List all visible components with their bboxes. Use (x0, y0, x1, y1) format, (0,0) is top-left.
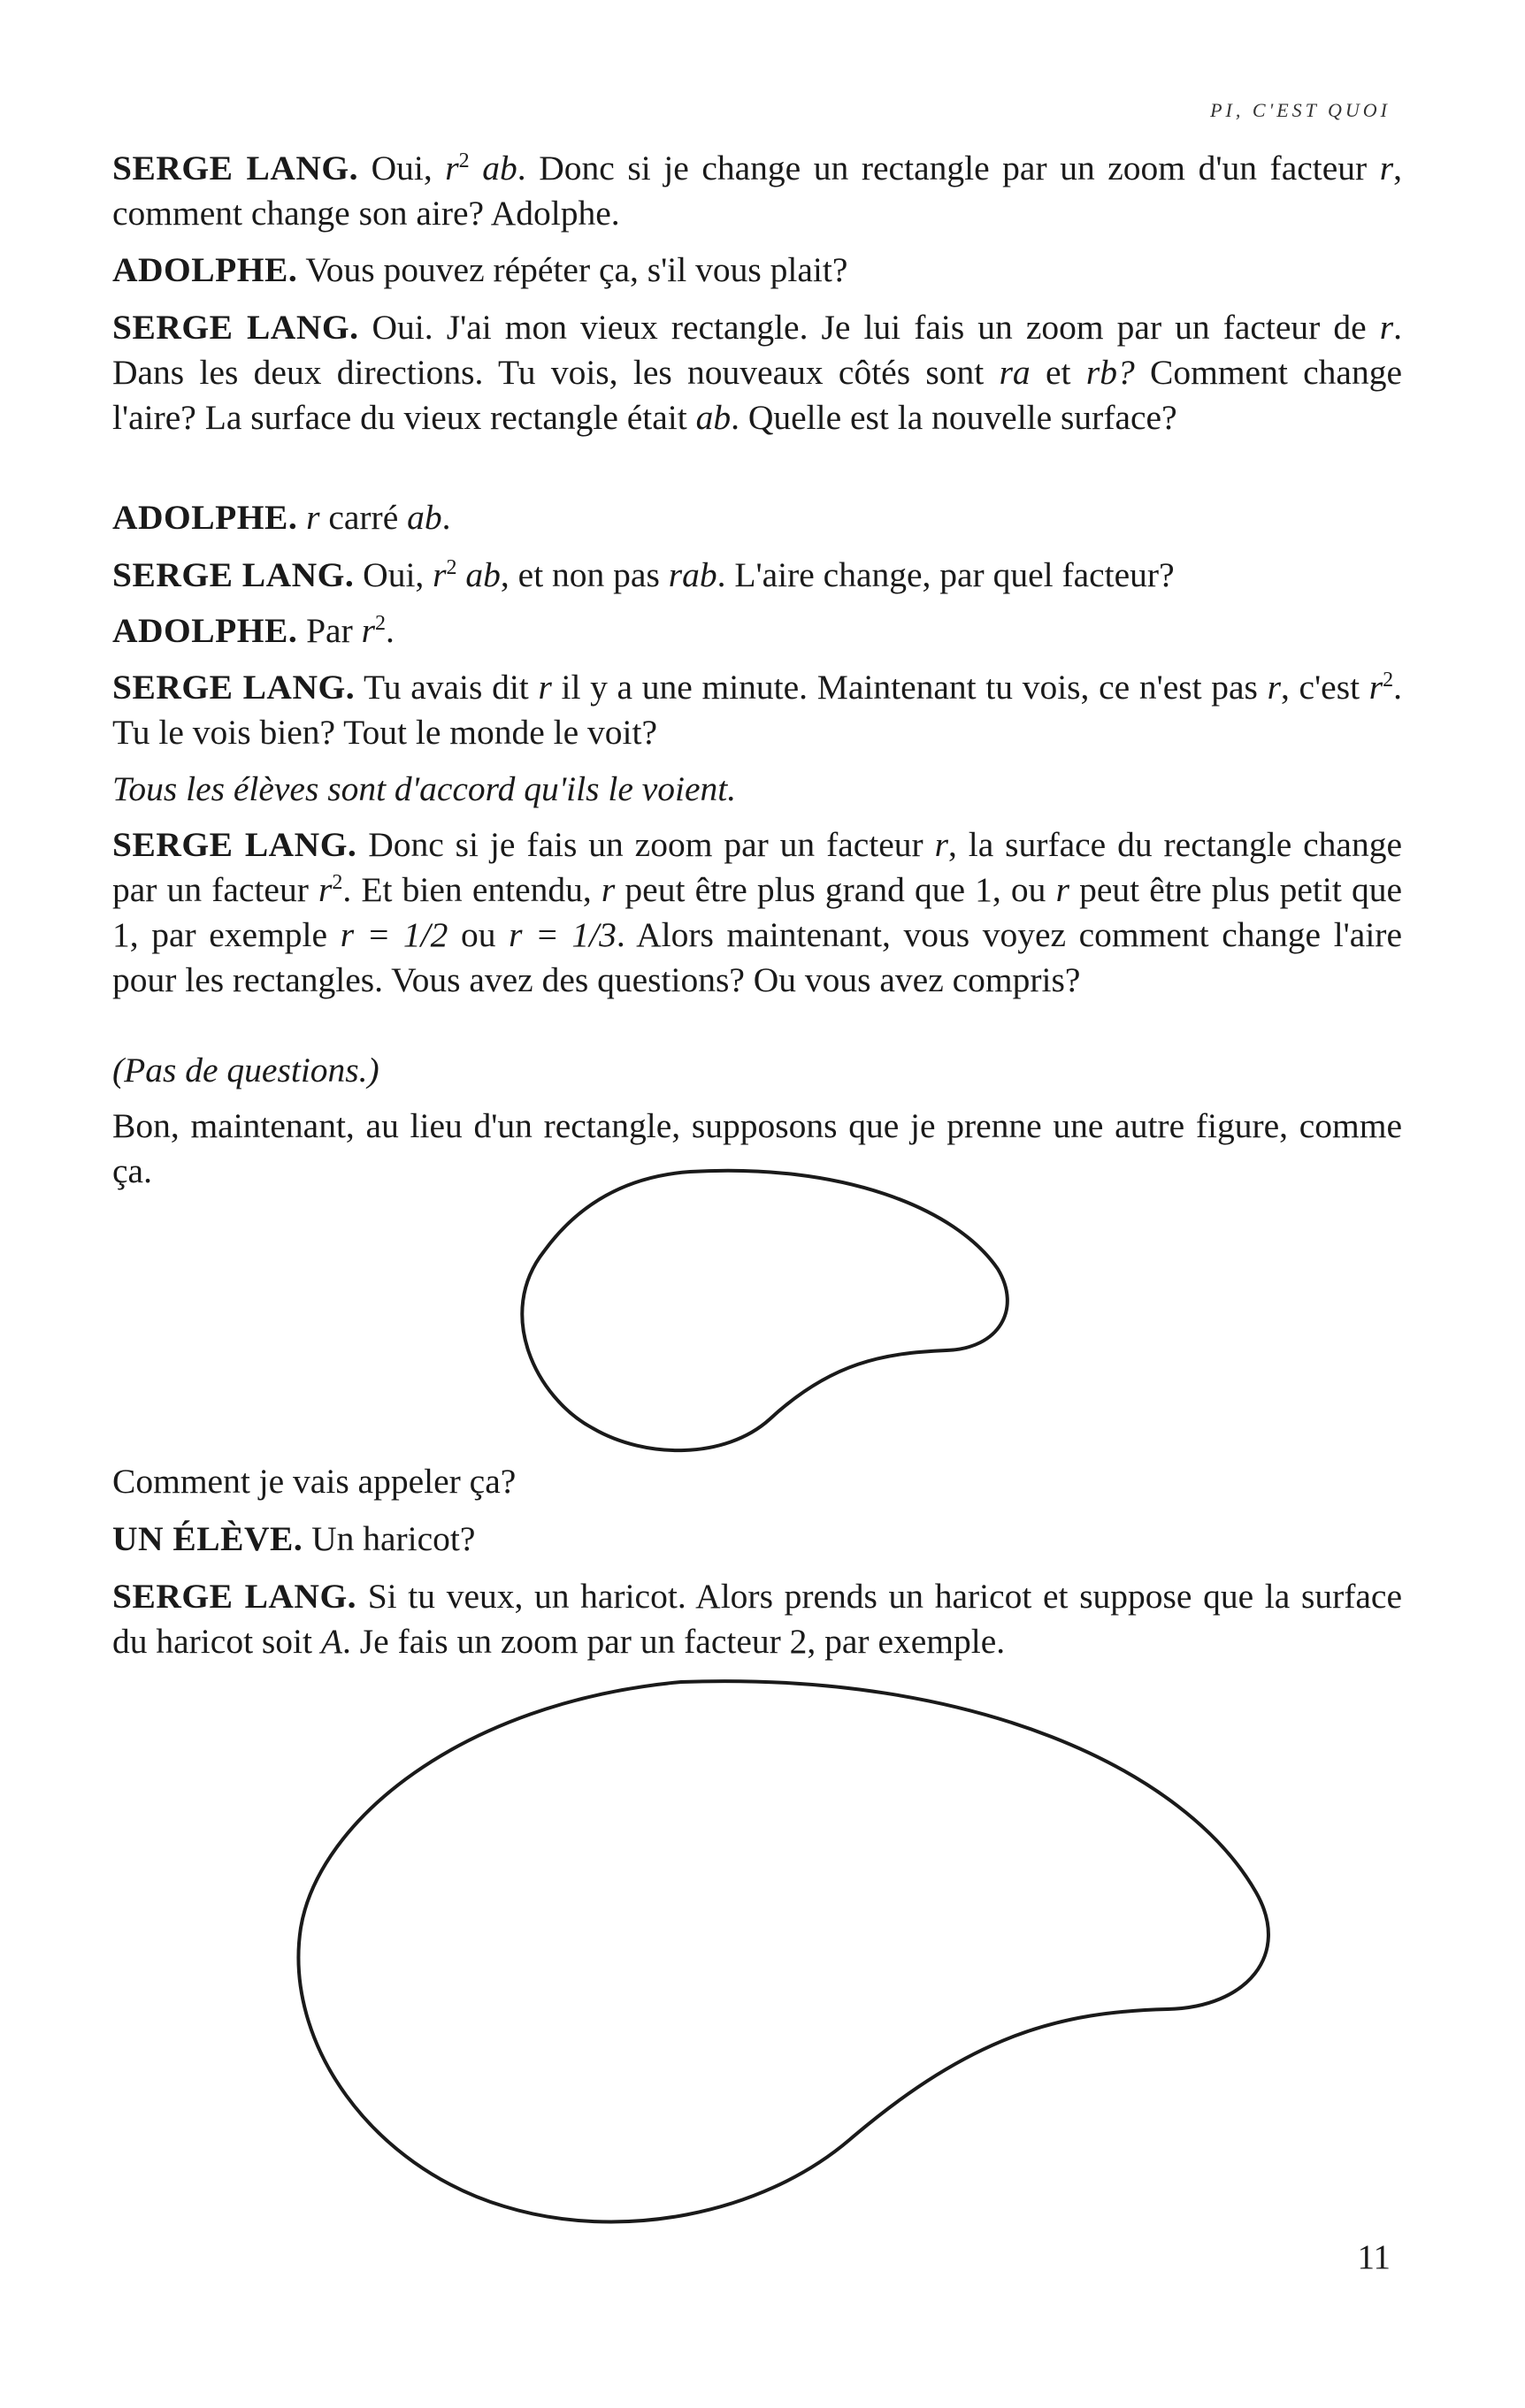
bean-outline (522, 1171, 1008, 1450)
speaker: SERGE LANG. (112, 308, 359, 347)
paragraph-2: ADOLPHE. Vous pouvez répéter ça, s'il vous plait? (112, 250, 848, 289)
speaker: ADOLPHE. (112, 611, 298, 650)
speaker: ADOLPHE. (112, 498, 298, 537)
paragraph-5: SERGE LANG. Oui, $r^2$ ab, et non pas rab. L'aire change, par quel facteur? (112, 555, 1175, 594)
speaker: SERGE LANG. (112, 149, 358, 187)
paragraph-9: SERGE LANG. Donc si je fais un zoom par un facteur r, la surface du rectangle change par un facteur $r^2$. Et bien entendu, r peut être plus grand que 1, ou r peut être plus petit que 1, par exemple r = 1/2 ou r = 1/3. Alors maintenant, vous voyez comment change l'aire pour les rectangles. Vous avez des questions? Ou vous avez compris? (112, 825, 1402, 999)
paragraph-6: ADOLPHE. Par $r^2$. (112, 611, 395, 650)
paragraph-4: ADOLPHE. r carré ab. (112, 498, 451, 537)
bean-outline (298, 1681, 1268, 2221)
page-number: 11 (1357, 2238, 1391, 2276)
paragraph-14: SERGE LANG. Si tu veux, un haricot. Alors prends un haricot et suppose que la surface du haricot soit A. Je fais un zoom par un facteur 2, par exemple. (112, 1577, 1402, 1661)
speaker: SERGE LANG. (112, 825, 357, 864)
speaker: SERGE LANG. (112, 668, 356, 707)
paragraph-10: (Pas de questions.) (112, 1051, 379, 1089)
paragraph-7: SERGE LANG. Tu avais dit r il y a une minute. Maintenant tu vois, ce n'est pas r, c'est $r^2$. Tu le vois bien? Tout le monde le voit? (112, 668, 1402, 752)
running-head: PI, C'EST QUOI (1210, 99, 1391, 121)
bean-figure-large (265, 1663, 1309, 2246)
paragraph-11: Bon, maintenant, au lieu d'un rectangle, supposons que je prenne une autre figure, comme ça. (112, 1106, 1402, 1190)
paragraph-12: Comment je vais appeler ça? (112, 1462, 517, 1501)
paragraph-8: Tous les élèves sont d'accord qu'ils le voient. (112, 769, 737, 808)
paragraph-3: SERGE LANG. Oui. J'ai mon vieux rectangle. Je lui fais un zoom par un facteur de r. Dans les deux directions. Tu vois, les nouveaux côtés sont ra et rb? Comment change l'aire? La surface du vieux rectangle était ab. Quelle est la nouvelle surface? (112, 308, 1402, 437)
speaker: ADOLPHE. (112, 250, 298, 289)
paragraph-1: SERGE LANG. Oui, $r^2$ ab. Donc si je change un rectangle par un zoom d'un facteur r, comment change son aire? Adolphe. (112, 149, 1403, 233)
speaker: UN ÉLÈVE. (112, 1519, 303, 1558)
bean-figure-small (487, 1154, 1035, 1464)
paragraph-13: UN ÉLÈVE. Un haricot? (112, 1519, 476, 1558)
speaker: SERGE LANG. (112, 555, 355, 594)
speaker: SERGE LANG. (112, 1577, 357, 1616)
